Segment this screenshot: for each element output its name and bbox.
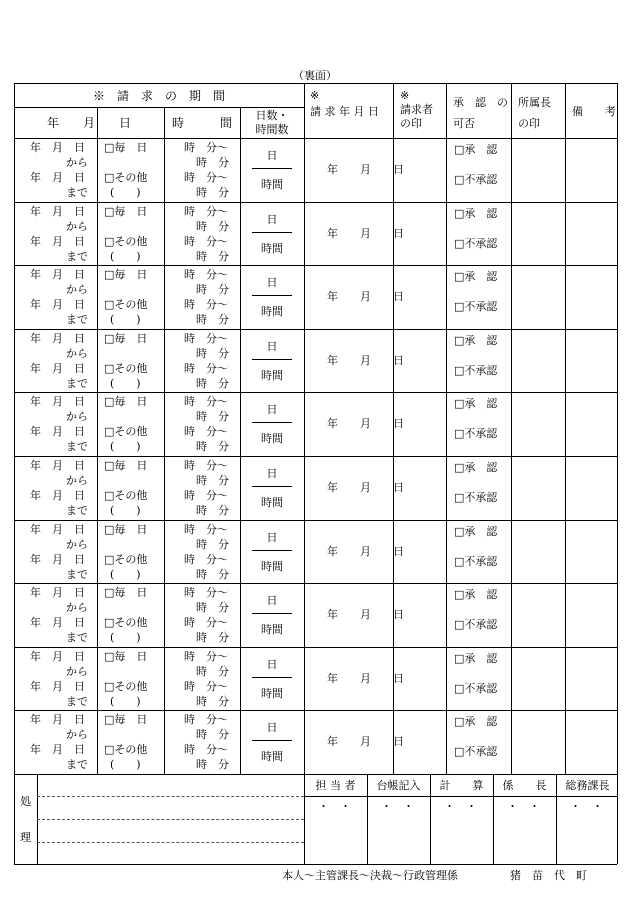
from-label: から [66, 156, 88, 169]
ymd-header: 年 月 日 [46, 116, 131, 130]
footer-dash-3 [37, 842, 304, 843]
other-paren: ( ) [110, 567, 141, 581]
hours-unit: 時間 [261, 368, 283, 382]
town-name: 猪 苗 代 町 [510, 869, 587, 882]
chief-header-2: の印 [518, 117, 540, 130]
end-date: 年 月 日 [30, 552, 85, 566]
end-date: 年 月 日 [30, 234, 85, 248]
disapprove-checkbox: □不承認 [454, 236, 498, 250]
days-hours-separator [252, 168, 292, 169]
stamp-header-2: の印 [400, 117, 422, 130]
other-checkbox: □その他 [104, 234, 148, 248]
col-line-type [164, 107, 165, 774]
disapprove-checkbox: □不承認 [454, 681, 498, 695]
days-hours-separator [252, 486, 292, 487]
start-time-end: 時 分 [196, 601, 229, 615]
approve-checkbox: □承 認 [454, 333, 498, 347]
footer-label-divider [304, 796, 617, 797]
approve-header-1: 承 認 の [453, 96, 508, 109]
other-checkbox: □その他 [104, 616, 148, 630]
hours-unit: 時間 [261, 432, 283, 446]
start-time-end: 時 分 [196, 728, 229, 742]
approve-checkbox: □承 認 [454, 715, 498, 729]
other-paren: ( ) [110, 504, 141, 517]
end-time-end: 時 分 [196, 313, 229, 327]
from-label: から [66, 346, 88, 360]
footer-col-label: 担 当 者 [315, 779, 356, 792]
end-time: 時 分～ [184, 361, 228, 375]
table-top-border [14, 83, 617, 84]
start-time: 時 分～ [184, 268, 228, 282]
day-unit: 日 [266, 530, 278, 544]
disapprove-checkbox: □不承認 [454, 173, 498, 186]
every-day-checkbox: □毎 日 [104, 204, 148, 218]
other-checkbox: □その他 [104, 425, 148, 439]
end-time: 時 分～ [184, 743, 228, 757]
end-time-end: 時 分 [196, 567, 229, 581]
start-time: 時 分～ [184, 331, 228, 345]
end-time: 時 分～ [184, 234, 228, 248]
request-date: 年 月 日 [327, 226, 404, 240]
end-date: 年 月 日 [30, 361, 85, 375]
start-time-end: 時 分 [196, 283, 229, 297]
row-border [14, 710, 617, 711]
every-day-checkbox: □毎 日 [104, 141, 148, 154]
from-label: から [66, 474, 88, 487]
other-paren: ( ) [110, 313, 141, 327]
days-hours-separator [252, 422, 292, 423]
days-hours-separator [252, 550, 292, 551]
end-time: 時 分～ [184, 425, 228, 439]
stamp-mark: ※ [400, 89, 410, 102]
start-date: 年 月 日 [30, 268, 85, 282]
start-date: 年 月 日 [30, 204, 85, 218]
req-mark: ※ [310, 89, 320, 102]
hours-unit: 時間 [261, 305, 283, 319]
footer-col-label: 係 長 [502, 779, 547, 792]
border-left [14, 83, 15, 864]
other-paren: ( ) [110, 758, 141, 772]
process-label-1: 処 [20, 795, 31, 808]
footer-col-dots: ・ ・ [318, 800, 351, 813]
other-checkbox: □その他 [104, 552, 148, 566]
from-label: から [66, 219, 88, 233]
start-time: 時 分～ [184, 459, 228, 472]
day-unit: 日 [266, 594, 278, 608]
footer-col-dots: ・ ・ [381, 800, 414, 813]
footer-col-dots: ・ ・ [507, 800, 540, 813]
start-time: 時 分～ [184, 586, 228, 600]
footer-col-label: 総務課長 [565, 779, 610, 792]
every-day-checkbox: □毎 日 [104, 649, 148, 663]
end-time-end: 時 分 [196, 440, 229, 454]
other-paren: ( ) [110, 440, 141, 454]
other-checkbox: □その他 [104, 298, 148, 312]
other-paren: ( ) [110, 631, 141, 645]
from-label: から [66, 283, 88, 297]
hours-unit: 時間 [261, 559, 283, 573]
other-paren: ( ) [110, 376, 141, 390]
footer-col-label: 台帳記入 [376, 779, 421, 792]
other-checkbox: □その他 [104, 743, 148, 757]
until-label: まで [66, 567, 88, 581]
page-title: （裏面） [293, 69, 337, 82]
day-unit: 日 [266, 149, 278, 162]
day-unit: 日 [266, 721, 278, 735]
days-hours-separator [252, 740, 292, 741]
row-border [14, 329, 617, 330]
col-line-date [97, 107, 98, 774]
until-label: まで [66, 631, 88, 645]
end-time: 時 分～ [184, 171, 228, 184]
other-checkbox: □その他 [104, 679, 148, 693]
days-hours-separator [252, 295, 292, 296]
other-paren: ( ) [110, 694, 141, 708]
start-time-end: 時 分 [196, 346, 229, 360]
footer-top-border [14, 774, 617, 775]
every-day-checkbox: □毎 日 [104, 713, 148, 727]
day-unit: 日 [266, 276, 278, 290]
until-label: まで [66, 313, 88, 327]
row-border [14, 456, 617, 457]
start-time-end: 時 分 [196, 410, 229, 424]
border-right [617, 83, 618, 864]
days-hours-separator [252, 613, 292, 614]
every-day-checkbox: □毎 日 [104, 395, 148, 409]
every-day-checkbox: □毎 日 [104, 459, 148, 472]
until-label: まで [66, 758, 88, 772]
approve-checkbox: □承 認 [454, 651, 498, 665]
until-label: まで [66, 694, 88, 708]
col-line-time [240, 107, 241, 774]
other-checkbox: □その他 [104, 171, 148, 184]
end-time: 時 分～ [184, 552, 228, 566]
day-unit: 日 [266, 339, 278, 353]
footer-col-label: 計 算 [439, 779, 484, 792]
row-border [14, 583, 617, 584]
request-date: 年 月 日 [327, 481, 404, 494]
disapprove-checkbox: □不承認 [454, 427, 498, 441]
remarks-header: 備 考 [572, 105, 616, 118]
row-border [14, 647, 617, 648]
start-date: 年 月 日 [30, 331, 85, 345]
approve-header-2: 可否 [453, 117, 475, 130]
end-time-end: 時 分 [196, 249, 229, 263]
col-line-days [304, 83, 305, 864]
request-date: 年 月 日 [327, 163, 404, 176]
request-date: 年 月 日 [327, 544, 404, 558]
request-date: 年 月 日 [327, 417, 404, 431]
footer-dash-2 [37, 819, 304, 820]
row-border [14, 520, 617, 521]
until-label: まで [66, 249, 88, 263]
approve-checkbox: □承 認 [454, 206, 498, 220]
start-time-end: 時 分 [196, 156, 229, 169]
start-time: 時 分～ [184, 141, 228, 154]
start-date: 年 月 日 [30, 586, 85, 600]
start-time: 時 分～ [184, 395, 228, 409]
days-hours-separator [252, 677, 292, 678]
start-time-end: 時 分 [196, 219, 229, 233]
start-date: 年 月 日 [30, 141, 85, 154]
start-time: 時 分～ [184, 713, 228, 727]
other-checkbox: □その他 [104, 489, 148, 502]
start-date: 年 月 日 [30, 459, 85, 472]
end-time: 時 分～ [184, 489, 228, 502]
until-label: まで [66, 376, 88, 390]
until-label: まで [66, 186, 88, 199]
day-unit: 日 [266, 212, 278, 226]
period-header: ※ 請 求 の 期 間 [92, 89, 225, 103]
from-label: から [66, 601, 88, 615]
from-label: から [66, 664, 88, 678]
start-time: 時 分～ [184, 649, 228, 663]
request-date: 年 月 日 [327, 290, 404, 304]
request-date: 年 月 日 [327, 735, 404, 749]
start-date: 年 月 日 [30, 713, 85, 727]
every-day-checkbox: □毎 日 [104, 268, 148, 282]
col-line-approve [511, 83, 512, 774]
start-time-end: 時 分 [196, 664, 229, 678]
disapprove-checkbox: □不承認 [454, 363, 498, 377]
end-time-end: 時 分 [196, 694, 229, 708]
start-time: 時 分～ [184, 522, 228, 536]
req-date-header: 請 求 年 月 日 [310, 105, 379, 118]
end-time-end: 時 分 [196, 504, 229, 517]
approve-checkbox: □承 認 [454, 143, 498, 156]
hours-unit: 時間 [261, 686, 283, 700]
end-date: 年 月 日 [30, 425, 85, 439]
col-line-chief [565, 83, 566, 774]
time-header: 時 間 [171, 116, 232, 130]
footer-col-dots: ・ ・ [570, 800, 603, 813]
approve-checkbox: □承 認 [454, 524, 498, 538]
disapprove-checkbox: □不承認 [454, 745, 498, 759]
hours-unit: 時間 [261, 178, 283, 191]
day-unit: 日 [266, 657, 278, 671]
every-day-checkbox: □毎 日 [104, 331, 148, 345]
end-time-end: 時 分 [196, 631, 229, 645]
end-time-end: 時 分 [196, 758, 229, 772]
every-day-checkbox: □毎 日 [104, 522, 148, 536]
row-border [14, 392, 617, 393]
start-date: 年 月 日 [30, 395, 85, 409]
other-checkbox: □その他 [104, 361, 148, 375]
from-label: から [66, 537, 88, 551]
until-label: まで [66, 504, 88, 517]
disapprove-checkbox: □不承認 [454, 300, 498, 314]
hours-unit: 時間 [261, 496, 283, 509]
stamp-header-1: 請求者 [400, 103, 433, 116]
approval-flow: 本人～主管課長～決裁～行政管理係 [282, 869, 458, 882]
disapprove-checkbox: □不承認 [454, 491, 498, 504]
end-date: 年 月 日 [30, 743, 85, 757]
end-date: 年 月 日 [30, 489, 85, 502]
disapprove-checkbox: □不承認 [454, 554, 498, 568]
col-line-stamp [446, 83, 447, 774]
approve-checkbox: □承 認 [454, 461, 498, 474]
days-hours-separator [252, 359, 292, 360]
end-time-end: 時 分 [196, 186, 229, 199]
end-time: 時 分～ [184, 679, 228, 693]
request-date: 年 月 日 [327, 608, 404, 622]
header-bottom-border [14, 138, 617, 139]
end-time-end: 時 分 [196, 376, 229, 390]
row-border [14, 202, 617, 203]
other-paren: ( ) [110, 249, 141, 263]
end-time: 時 分～ [184, 298, 228, 312]
every-day-checkbox: □毎 日 [104, 586, 148, 600]
from-label: から [66, 410, 88, 424]
days-hours-header-2: 時間数 [255, 123, 289, 136]
approve-checkbox: □承 認 [454, 397, 498, 411]
start-time: 時 分～ [184, 204, 228, 218]
col-line-reqdate [393, 83, 394, 774]
approve-checkbox: □承 認 [454, 588, 498, 602]
request-date: 年 月 日 [327, 671, 404, 685]
end-date: 年 月 日 [30, 171, 85, 184]
hours-unit: 時間 [261, 241, 283, 255]
process-label-2: 理 [20, 831, 31, 844]
days-hours-separator [252, 232, 292, 233]
start-time-end: 時 分 [196, 537, 229, 551]
end-date: 年 月 日 [30, 298, 85, 312]
start-time-end: 時 分 [196, 474, 229, 487]
disapprove-checkbox: □不承認 [454, 618, 498, 632]
start-date: 年 月 日 [30, 522, 85, 536]
footer-col-dots: ・ ・ [444, 800, 477, 813]
hours-unit: 時間 [261, 623, 283, 637]
day-unit: 日 [266, 403, 278, 417]
request-date: 年 月 日 [327, 353, 404, 367]
start-date: 年 月 日 [30, 649, 85, 663]
chief-header-1: 所属長 [518, 96, 551, 109]
day-unit: 日 [266, 467, 278, 480]
end-time: 時 分～ [184, 616, 228, 630]
end-date: 年 月 日 [30, 679, 85, 693]
approve-checkbox: □承 認 [454, 270, 498, 284]
until-label: まで [66, 440, 88, 454]
header-divider [14, 107, 304, 108]
from-label: から [66, 728, 88, 742]
other-paren: ( ) [110, 186, 141, 199]
days-hours-header-1: 日数・ [255, 109, 289, 122]
end-date: 年 月 日 [30, 616, 85, 630]
row-border [14, 265, 617, 266]
hours-unit: 時間 [261, 750, 283, 764]
footer-bottom-border [14, 864, 617, 865]
footer-dash-1 [37, 796, 304, 797]
